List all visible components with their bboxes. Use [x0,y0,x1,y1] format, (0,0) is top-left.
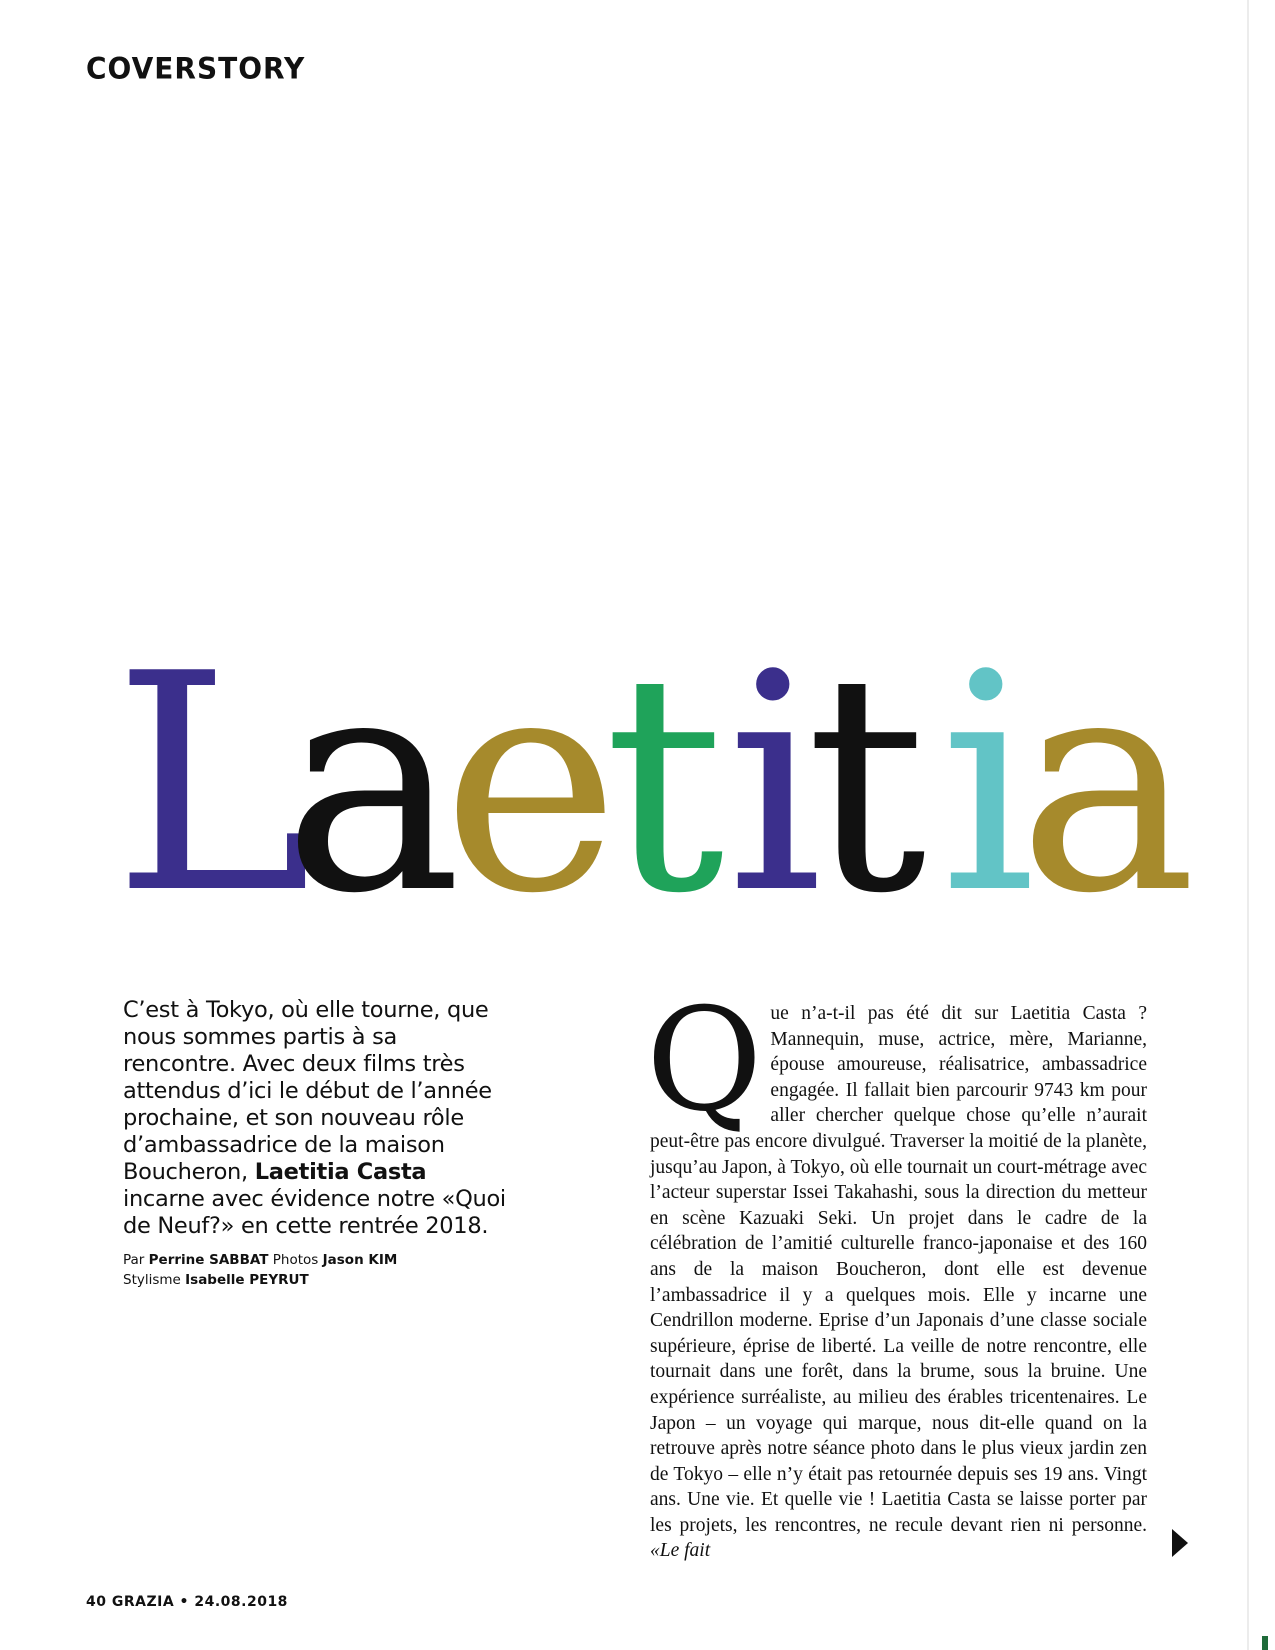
drop-cap: Q [646,978,763,1143]
byline-stylist: Isabelle PEYRUT [185,1272,309,1288]
continue-arrow-icon [1172,1529,1188,1557]
section-label: COVERSTORY [86,51,306,86]
title-letter-t2: t [806,610,927,959]
byline-photographer: Jason KIM [322,1252,398,1268]
title-letter-i1: i [727,610,823,959]
title-letter-i2: i [940,610,1036,959]
standfirst-text: C’est à Tokyo, où elle tourne, que nous sommes partis à sa rencontre. Avec deux films très attendus d’ici le début de l’année prochaine, et son nouveau rôle d’ambassadrice de la maison Boucheron, [123,997,492,1185]
title-letter-L: L [113,610,313,959]
byline-author: Perrine SABBAT [148,1252,269,1268]
byline-styling-label: Stylisme [123,1272,181,1288]
title-letter-e: e [442,610,620,959]
standfirst-name: Laetitia Casta [254,1159,427,1185]
byline-line-2 [123,1270,513,1290]
byline-photos-label: Photos [272,1252,319,1268]
article-body [646,978,1147,1564]
standfirst-text-end: incarne avec évidence notre «Quoi de Neuf?» en cette rentrée 2018. [123,1186,506,1239]
article-text-continued: «Le fait [650,1540,711,1562]
byline-line-1 [123,1250,513,1270]
title-letter-t1: t [604,610,725,959]
standfirst [123,997,513,1240]
article-text: ue n’a-t-il pas été dit sur Laetitia Casta ? Mannequin, muse, actrice, mère, Marianne, épouse amoureuse, réalisatrice, ambassadrice engagée. Il fallait bien parcourir 9743 km pour aller chercher quelque chose qu’elle n’aurait peut-être pas encore divulgué. Traverser la moitié de la planète, jusqu’au Japon, à Tokyo, où elle tournait un court-métrage avec l’acteur superstar Issei Takahashi, sous la direction du metteur en scène Kazuaki Seki. Un projet dans le cadre de la célébration de l’amitié culturelle franco-japonaise et des 160 ans de la maison Boucheron, dont elle est devenue l’ambassadrice il y a quelques mois. Elle y incarne une Cendrillon moderne. Eprise d’un Japonais d’une classe sociale supérieure, éprise de liberté. La veille de notre rencontre, elle tournait dans une forêt, dans la brume, sous la bruine. Une expérience surréaliste, au milieu des érables tricentenaires. Le Japon – un voyage qui marque, nous dit-elle quand on la retrouve après notre séance photo dans le plus vieux jardin zen de Tokyo – elle n’y était pas retournée depuis ses 19 ans. Vingt ans. Une vie. Et quelle vie ! Laetitia Casta se laisse porter par les projets, les rencontres, ne recule devant rien ni personne. [650,1003,1147,1536]
title-letter-a1: a [283,610,462,959]
title-letter-a2: a [1018,610,1197,959]
byline-by-label: Par [123,1252,145,1268]
byline [123,1250,513,1290]
page-folio: 40 GRAZIA • 24.08.2018 [86,1594,288,1610]
